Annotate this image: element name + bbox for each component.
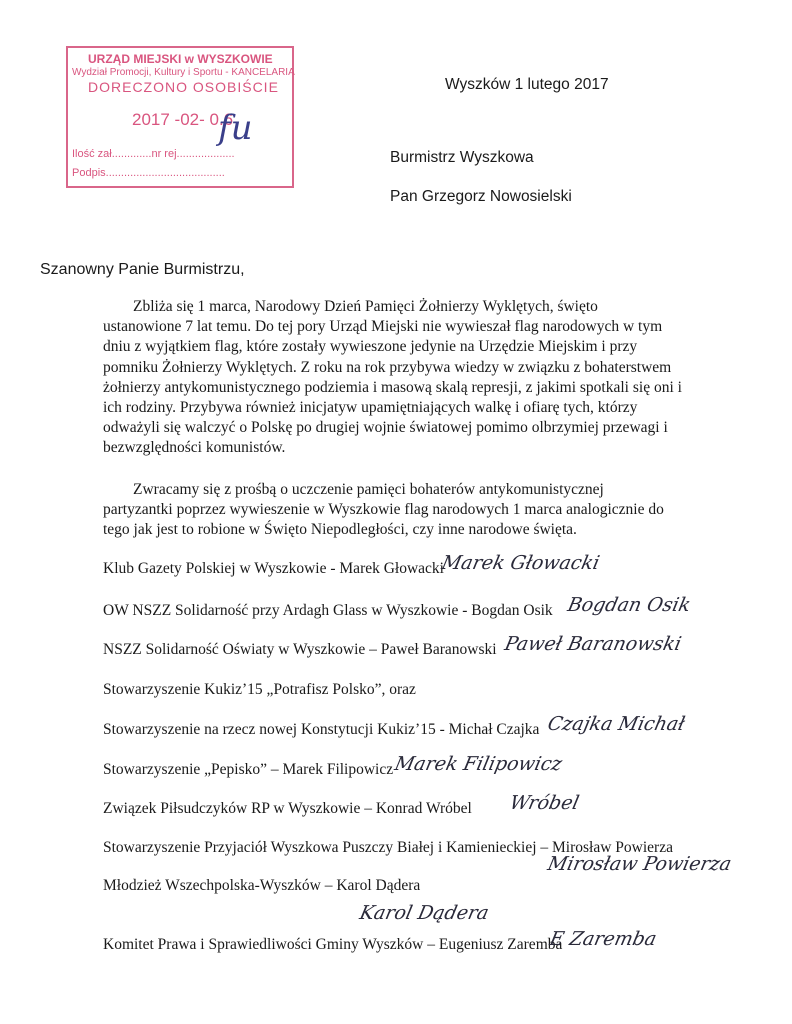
handwritten-signature: Karol Dądera <box>357 902 491 924</box>
signatory-line: Klub Gazety Polskiej w Wyszkowie - Marek Głowacki <box>103 560 444 577</box>
handwritten-signature: Bogdan Osik <box>565 594 693 616</box>
signatory-line: Związek Piłsudczyków RP w Wyszkowie – Konrad Wróbel <box>103 800 472 817</box>
recipient-name: Pan Grzegorz Nowosielski <box>390 188 572 205</box>
handwritten-signature: E Zaremba <box>547 928 659 950</box>
stamp-attachments: Ilość zał.............nr rej................... <box>72 148 235 160</box>
signatory-line: Stowarzyszenie Kukiz’15 „Potrafisz Polsko”, oraz <box>103 681 416 698</box>
stamp-delivered: DORECZONO OSOBIŚCIE <box>88 79 279 95</box>
handwritten-signature: Paweł Baranowski <box>502 633 684 655</box>
signatory-line: NSZZ Solidarność Oświaty w Wyszkowie – Paweł Baranowski <box>103 641 497 658</box>
signatory-line: Stowarzyszenie „Pepisko” – Marek Filipowicz <box>103 761 394 778</box>
paragraph-line: partyzantki poprzez wywieszenie w Wyszkowie flag narodowych 1 marca analogicznie do <box>103 501 664 519</box>
paragraph-line: Zwracamy się z prośbą o uczczenie pamięci bohaterów antykomunistycznej <box>133 481 604 498</box>
stamp-date: 2017 -02- 0.6 <box>132 110 234 129</box>
signatory-line: Młodzież Wszechpolska-Wyszków – Karol Dądera <box>103 877 421 894</box>
signatory-line: Stowarzyszenie Przyjaciół Wyszkowa Puszczy Białej i Kamienieckiej – Mirosław Powierza <box>103 839 673 856</box>
salutation: Szanowny Panie Burmistrzu, <box>40 261 245 278</box>
handwritten-signature: Wróbel <box>507 792 582 814</box>
handwritten-signature: Marek Filipowicz <box>392 753 565 775</box>
stamp-office: URZĄD MIEJSKI w WYSZKOWIE <box>88 52 273 66</box>
signatory-line: Komitet Prawa i Sprawiedliwości Gminy Wyszków – Eugeniusz Zaremba <box>103 936 563 953</box>
stamp-department: Wydział Promocji, Kultury i Sportu - KANCELARIA <box>72 67 295 78</box>
paragraph-line: dniu z wyjątkiem flag, które zostały wywieszone jedynie na Urzędzie Miejskim i przy <box>103 338 638 356</box>
paragraph-line: bezwzględności komunistów. <box>103 439 286 457</box>
paragraph-line: tego jak jest to robione w Święto Niepodległości, czy inne narodowe święta. <box>103 521 577 539</box>
paragraph-line: Zbliża się 1 marca, Narodowy Dzień Pamięci Żołnierzy Wyklętych, święto <box>133 298 598 315</box>
handwritten-signature: Mirosław Powierza <box>545 853 734 875</box>
signatory-line: OW NSZZ Solidarność przy Ardagh Glass w Wyszkowie - Bogdan Osik <box>103 602 553 619</box>
signatory-line: Stowarzyszenie na rzecz nowej Konstytucji Kukiz’15 - Michał Czajka <box>103 721 540 738</box>
stamp-signature-line: Podpis....................................... <box>72 167 225 179</box>
stamp-initials: fu <box>218 108 253 148</box>
paragraph-line: pomniku Żołnierzy Wyklętych. Z roku na rok przybywa wiedzy w związku z bohaterstwem <box>103 358 672 376</box>
handwritten-signature: Marek Głowacki <box>439 552 602 574</box>
place-date: Wyszków 1 lutego 2017 <box>445 76 609 93</box>
recipient-title: Burmistrz Wyszkowa <box>390 149 534 166</box>
office-receipt-stamp <box>66 46 294 188</box>
paragraph-line: ustanowione 7 lat temu. Do tej pory Urząd Miejski nie wywieszał flag narodowych w tym <box>103 318 663 336</box>
handwritten-signature: Czajka Michał <box>545 713 687 735</box>
paragraph-line: żołnierzy antykomunistycznego podziemia i masową skalą represji, z jakimi spotkali się oni i <box>103 378 682 396</box>
paragraph-line: odważyli się walczyć o Polskę po drugiej wojnie światowej pomimo olbrzymiej przewagi i <box>103 419 668 437</box>
paragraph-line: ich rodziny. Przybywa również inicjatyw upamiętniających walkę i ofiarę tych, którzy <box>103 399 638 416</box>
